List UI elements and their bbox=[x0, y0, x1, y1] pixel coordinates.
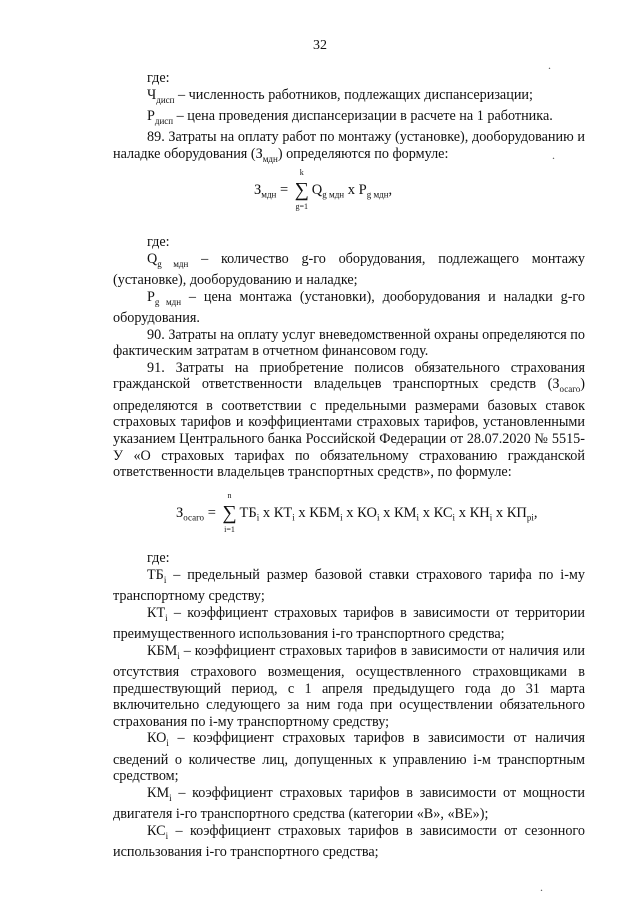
paragraph-91: 91. Затраты на приобретение полисов обязательного страхования гражданской ответственности владельцев транспортных средств $(З_{осаго})$ определяются в соответствии с предельными размерами базовых ставок страховых тарифов и коэффициентами страховых тарифов, установленными указанием Центрального банка Российской Федерации от 28.07.2020 № 5515-У «О страховых тарифах по обязательному страхованию гражданской ответственности владельцев транспортных средств», по формуле: bbox=[113, 359, 585, 481]
def-kbm: $КБМ_i$ – коэффициент страховых тарифов в зависимости от наличия или отсутствия страхового возмещения, осуществленного страховщиками в предшествующий период, с 1 апреля предыдущего года до 31 марта включительно следующего за ним года при осуществлении обязательного страхования по i-му транспортному средству; bbox=[113, 642, 585, 730]
block-definitions-dispanserization bbox=[113, 70, 585, 167]
sum-sign: n ∑ i=1 bbox=[222, 491, 237, 534]
where-label: где: bbox=[147, 70, 170, 86]
formula-z-osago: $З_{осаго}$ = n ∑ i=1 $ТБ_i$ x $КТ_i$ x $КБМ_i$ x $КО_i$ x $КМ_i$ x $КС_i$ x $КН_i$ x $КП_{pi}$, bbox=[176, 491, 538, 534]
def-tb: $ТБ_i$ – предельный размер базовой ставки страхового тарифа по i-му транспортному средству; bbox=[113, 566, 585, 605]
where-label: где: bbox=[147, 550, 170, 566]
def-ks: $КС_i$ – коэффициент страховых тарифов в зависимости от сезонного использования i-го транспортного средства; bbox=[113, 823, 585, 861]
def-q-mdn: $Q_{g мдн}$ – количество g-го оборудования, подлежащего монтажу (установке), дооборудованию и наладке; bbox=[113, 250, 585, 289]
def-kt: $КТ_i$ – коэффициент страховых тарифов в зависимости от территории преимущественного использования i-го транспортного средства; bbox=[113, 604, 585, 643]
block-definitions-osago bbox=[113, 550, 585, 861]
paragraph-90: 90. Затраты на оплату услуг вневедомственной охраны определяются по фактическим затратам в отчетном финансовом году. bbox=[113, 326, 585, 360]
def-r-disp: $Р_{дисп}$ – цена проведения диспансеризации в расчете на 1 работника. bbox=[147, 108, 553, 126]
def-ko: $КО_i$ – коэффициент страховых тарифов в зависимости от наличия сведений о количестве лиц, допущенных к управлению i-м транспортным средством; bbox=[113, 730, 585, 785]
scan-speck: . bbox=[552, 148, 555, 162]
sum-sign: k ∑ g=1 bbox=[294, 168, 309, 211]
scan-speck: . bbox=[548, 58, 551, 72]
def-ch-disp: $Ч_{дисп}$ – численность работников, подлежащих диспансеризации; bbox=[147, 86, 533, 105]
scan-speck: . bbox=[540, 880, 543, 894]
paragraph-89: 89. Затраты на оплату работ по монтажу (установке), дооборудованию и наладке оборудования $(З_{мдн})$ определяются по формуле: bbox=[113, 129, 585, 164]
def-km: $КМ_i$ – коэффициент страховых тарифов в зависимости от мощности двигателя i-го транспортного средства (категории «В», «ВЕ»); bbox=[113, 785, 585, 823]
where-label: где: bbox=[147, 234, 170, 250]
block-definitions-mdn bbox=[113, 234, 585, 481]
def-p-mdn: $P_{g мдн}$ – цена монтажа (установки), дооборудования и наладки g-го оборудования. bbox=[113, 288, 585, 327]
formula-z-mdn: $З_{мдн}$ = k ∑ g=1 $Q_{g мдн}$ x $P_{g мдн}$, bbox=[254, 168, 393, 211]
page-number: 32 bbox=[313, 38, 327, 53]
